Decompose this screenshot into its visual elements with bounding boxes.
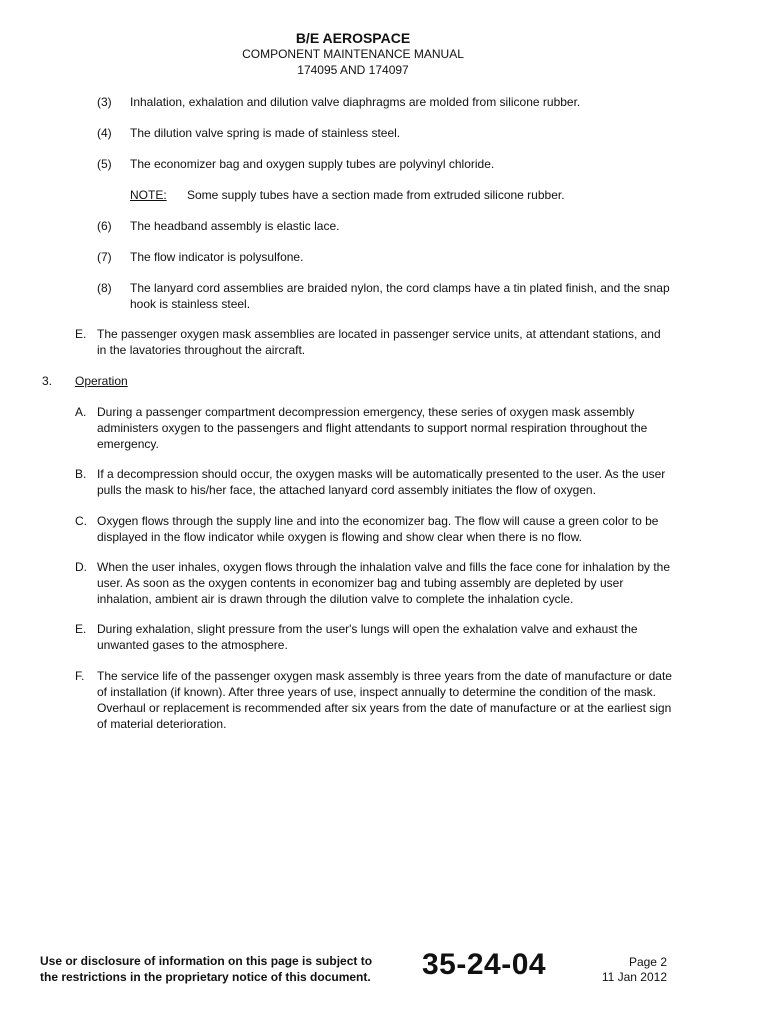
item-letter: A. [75, 405, 87, 419]
note-text: Some supply tubes have a section made from extruded silicone rubber. [187, 188, 565, 202]
item-text: Inhalation, exhalation and dilution valve diaphragms are molded from silicone rubber. [130, 95, 581, 109]
document-code: 35-24-04 [422, 948, 547, 981]
item-letter: F. [75, 669, 85, 683]
item-text: During a passenger compartment decompression emergency, these series of oxygen mask assembly administers oxygen to the passengers and flight attendants to support normal respiration throughout the emergency. [97, 405, 648, 451]
item-number: (5) [97, 157, 112, 171]
item-text: If a decompression should occur, the oxygen masks will be automatically presented to the user. As the user pulls the mask to his/her face, the attached lanyard cord assembly initiates the flow of oxygen. [97, 467, 666, 497]
page-info [590, 955, 667, 985]
item-text: Oxygen flows through the supply line and into the economizer bag. The flow will cause a green color to be displayed in the flow indicator while oxygen is flowing and show clear when there is no flow. [97, 514, 659, 544]
item-letter: D. [75, 560, 87, 574]
item-letter: C. [75, 514, 87, 528]
paragraph-letter: E. [75, 327, 87, 341]
notice-line: the restrictions in the proprietary notice of this document. [40, 970, 371, 984]
section-number: 3. [42, 374, 53, 388]
section-title: Operation [75, 374, 128, 388]
item-text: During exhalation, slight pressure from the user's lungs will open the exhalation valve and exhaust the unwanted gases to the atmosphere. [97, 622, 638, 652]
paragraph-text: The passenger oxygen mask assemblies are located in passenger service units, at attendant stations, and in the lavatories throughout the aircraft. [97, 327, 661, 357]
item-text: The dilution valve spring is made of stainless steel. [130, 126, 401, 140]
item-number: (4) [97, 126, 112, 140]
item-number: (8) [97, 281, 112, 295]
company-name: B/E AEROSPACE [295, 30, 411, 46]
note-label: NOTE: [130, 188, 167, 202]
manual-title: COMPONENT MAINTENANCE MANUAL [242, 47, 464, 61]
item-text: When the user inhales, oxygen flows through the inhalation valve and fills the face cone for inhalation by the user. As soon as the oxygen contents in economizer bag and tubing assembly are depleted by user inhalation, ambient air is drawn through the dilution valve to complete the inhalation cycle. [97, 560, 671, 606]
item-letter: B. [75, 467, 87, 481]
page-header [0, 30, 706, 78]
part-numbers: 174095 AND 174097 [297, 63, 409, 77]
notice-line: Use or disclosure of information on this page is subject to [40, 954, 373, 968]
page-number: Page 2 [628, 955, 667, 969]
item-text: The economizer bag and oxygen supply tubes are polyvinyl chloride. [130, 157, 495, 171]
item-letter: E. [75, 622, 87, 636]
item-number: (6) [97, 219, 112, 233]
item-text: The service life of the passenger oxygen mask assembly is three years from the date of manufacture or date of installation (if known). After three years of use, inspect annually to determine the condition of the mask. Overhaul or replacement is recommended after six years from the date of manufacture or at the earliest sign of material deterioration. [97, 669, 672, 731]
item-number: (7) [97, 250, 112, 264]
revision-date: 11 Jan 2012 [601, 970, 667, 984]
item-text: The lanyard cord assemblies are braided nylon, the cord clamps have a tin plated finish, and the snap hook is stainless steel. [130, 281, 670, 311]
item-number: (3) [97, 95, 112, 109]
item-text: The flow indicator is polysulfone. [130, 250, 304, 264]
proprietary-notice [40, 953, 400, 985]
item-text: The headband assembly is elastic lace. [130, 219, 340, 233]
